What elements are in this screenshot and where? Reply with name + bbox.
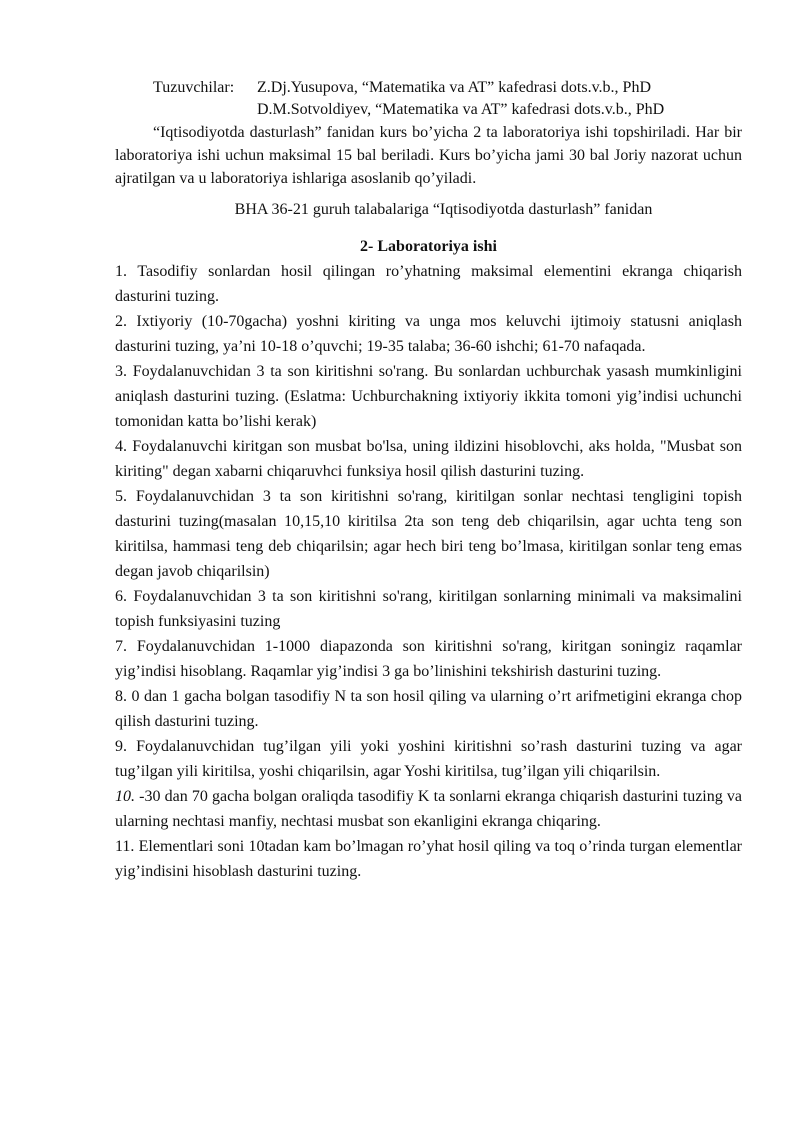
- task-number: 10.: [115, 788, 135, 805]
- task-item: [115, 259, 742, 309]
- task-text: -30 dan 70 gacha bolgan oraliqda tasodifiy K ta sonlarni ekranga chiqarish dasturini tuzing va ularning nechtasi manfiy, nechtasi musbat son ekanligini ekranga chiqaring.: [115, 788, 742, 830]
- task-text: Foydalanuvchidan 3 ta son kiritishni so'rang, kiritilgan sonlar nechtasi tengligini topish dasturini tuzing(masalan 10,15,10 kiritilsa 2ta son teng deb chiqarilsin, agar uchta teng son kiritilsa, hammasi teng deb chiqarilsin; agar hech biri teng bo’lmasa, kiritilgan sonlar teng emas degan javob chiqarilsin): [115, 488, 742, 580]
- task-text: 0 dan 1 gacha bolgan tasodifiy N ta son hosil qiling va ularning o’rt arifmetigini ekranga chop qilish dasturini tuzing.: [115, 688, 743, 730]
- task-list: [115, 259, 742, 884]
- task-item: [115, 359, 742, 434]
- task-number: 2.: [115, 313, 127, 330]
- authors-label: Tuzuvchilar:: [153, 79, 235, 96]
- task-text: Foydalanuvchidan 3 ta son kiritishni so'rang, kiritilgan sonlarning minimali va maksimalini topish funksiyasini tuzing: [115, 588, 743, 630]
- task-number: 3.: [115, 363, 127, 380]
- author-line: Z.Dj.Yusupova, “Matematika va AT” kafedrasi dots.v.b., PhD: [257, 79, 651, 96]
- group-line: BHA 36-21 guruh talabalariga “Iqtisodiyotda dasturlash” fanidan: [234, 201, 653, 218]
- author-row: [115, 77, 742, 99]
- task-item: [115, 834, 742, 884]
- lab-title: 2- Laboratoriya ishi: [360, 238, 497, 255]
- task-item: [115, 734, 742, 784]
- task-text: Ixtiyoriy (10-70gacha) yoshni kiriting va unga mos keluvchi ijtimoiy statusni aniqlash dasturini tuzing, ya’ni 10-18 o’quvchi; 19-35 talaba; 36-60 ishchi; 61-70 nafaqada.: [115, 313, 742, 355]
- task-text: Elementlari soni 10tadan kam bo’lmagan ro’yhat hosil qiling va toq o’rinda turgan elementlar yig’indisini hisoblash dasturini tuzing.: [115, 838, 742, 880]
- task-text: Foydalanuvchidan tug’ilgan yili yoki yoshini kiritishni so’rash dasturini tuzing va agar tug’ilgan yili kiritilsa, yoshi chiqarilsin, agar Yoshi kiritilsa, tug’ilgan yili chiqarilsin.: [115, 738, 743, 780]
- task-item: [115, 434, 742, 484]
- task-number: 5.: [115, 488, 127, 505]
- task-item: [115, 484, 742, 584]
- task-text: Foydalanuvchidan 3 ta son kiritishni so'rang. Bu sonlardan uchburchak yasash mumkinligini aniqlash dasturini tuzing. (Eslatma: Uchburchakning ixtiyoriy ikkita tomoni yig’indisi uchunchi tomonidan katta bo’lishi kerak): [115, 363, 743, 430]
- task-item: [115, 684, 742, 734]
- task-number: 8.: [115, 688, 127, 705]
- task-text: Tasodifiy sonlardan hosil qilingan ro’yhatning maksimal elementini ekranga chiqarish dasturini tuzing.: [115, 263, 742, 305]
- task-number: 11.: [115, 838, 135, 855]
- document-page: [115, 77, 742, 884]
- author-row: [115, 99, 742, 121]
- task-number: 6.: [115, 588, 127, 605]
- task-number: 9.: [115, 738, 127, 755]
- task-number: 1.: [115, 263, 127, 280]
- task-item: [115, 634, 742, 684]
- task-item: [115, 584, 742, 634]
- intro-paragraph: “Iqtisodiyotda dasturlash” fanidan kurs bo’yicha 2 ta laboratoriya ishi topshiriladi. Har bir laboratoriya ishi uchun maksimal 15 bal beriladi. Kurs bo’yicha jami 30 bal Joriy nazorat uchun ajratilgan va u laboratoriya ishlariga asoslanib qo’yiladi.: [115, 124, 742, 187]
- task-item: [115, 784, 742, 834]
- task-text: Foydalanuvchi kiritgan son musbat bo'lsa, uning ildizini hisoblovchi, aks holda, "Musbat son kiriting" degan xabarni chiqaruvhci funksiya hosil qilish dasturini tuzing.: [115, 438, 743, 480]
- authors-block: [115, 77, 742, 121]
- author-line: D.M.Sotvoldiyev, “Matematika va AT” kafedrasi dots.v.b., PhD: [257, 101, 665, 118]
- task-text: Foydalanuvchidan 1-1000 diapazonda son kiritishni so'rang, kiritgan soningiz raqamlar yig’indisi hisoblang. Raqamlar yig’indisi 3 ga bo’linishini tekshirish dasturini tuzing.: [115, 638, 743, 680]
- task-number: 4.: [115, 438, 127, 455]
- task-item: [115, 309, 742, 359]
- task-number: 7.: [115, 638, 127, 655]
